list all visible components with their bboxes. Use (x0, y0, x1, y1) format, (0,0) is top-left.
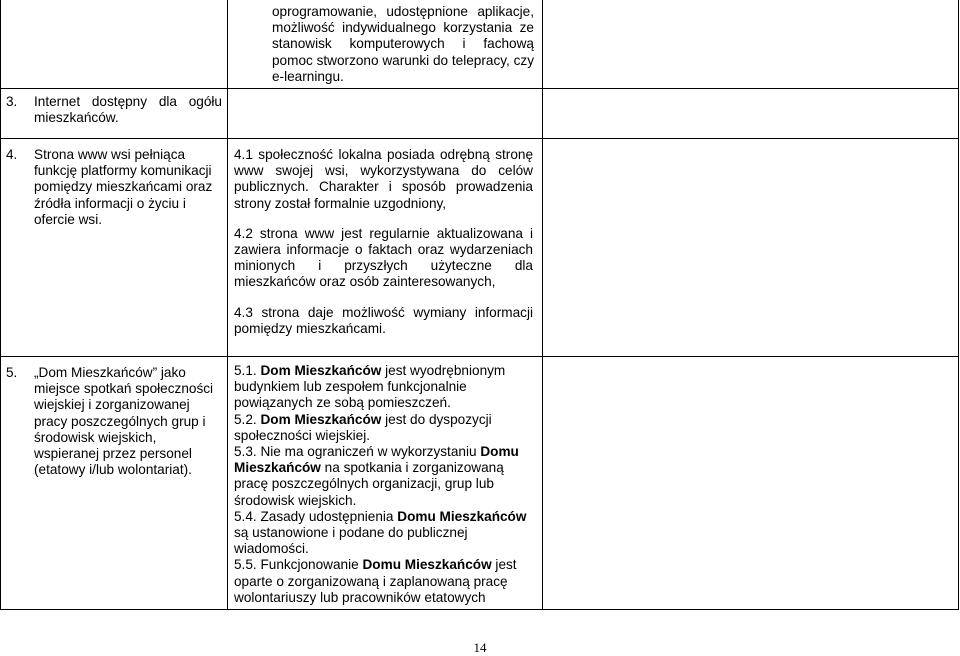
indicator-5-5-bold: Domu Mieszkańców (362, 557, 492, 573)
indicator-5-3-bold: Domu Mieszkańców (234, 444, 519, 476)
criterion-5-number: 5. (6, 365, 18, 380)
indicator-4-3: 4.3 strona daje możliwość wymiany informacji pomiędzy mieszkańcami. (234, 304, 533, 336)
indicator-5-4-text: są ustanowione i podane do publicznej wiadomości. (234, 525, 468, 557)
table-right-border (958, 0, 959, 610)
indicator-5-4-number: 5.4. (234, 508, 257, 524)
criterion-5 (6, 365, 222, 478)
indicator-5-2-text: jest do dyspozycji społeczności wiejskiej. (234, 411, 492, 443)
indicators-4 (234, 147, 533, 337)
criterion-4-number: 4. (6, 147, 18, 162)
indicator-5-3-text: na spotkania i zorganizowaną pracę poszczególnych organizacji, grup lub środowisk wiejskich. (234, 460, 504, 508)
indicator-5-5 (234, 557, 534, 606)
indicator-5-2 (234, 412, 534, 444)
table-col2-border (542, 0, 543, 610)
table-bottom-border (0, 609, 959, 610)
indicator-5-1-text: jest wyodrębnionym budynkiem lub zespołem funkcjonalnie powiązanych ze sobą pomieszczeń. (234, 363, 506, 411)
indicator-5-1 (234, 363, 534, 412)
criterion-3 (6, 94, 222, 126)
indicator-5-2-number: 5.2. (234, 411, 257, 427)
indicator-5-5-text: jest oparte o zorganizowaną i zaplanowaną pracę wolontariuszy lub pracowników etatowych (234, 557, 517, 605)
criterion-3-text: Internet dostępny dla ogółu mieszkańców. (34, 94, 222, 126)
page-number: 14 (473, 640, 487, 655)
top-continuation-text: oprogramowanie, udostępnione aplikacje, możliwość indywidualnego korzystania ze stanowisk komputerowych i fachową pomoc stworzono warunki do telepracy, czy e-learningu. (272, 4, 534, 84)
indicator-5-3-pre: Nie ma ograniczeń w wykorzystaniu (256, 444, 481, 460)
indicators-5 (234, 363, 534, 606)
table-left-border (0, 0, 1, 610)
indicator-5-2-bold: Dom Mieszkańców (260, 411, 382, 427)
indicator-4-2: 4.2 strona www jest regularnie aktualizowana i zawiera informacje o faktach oraz wydarzeniach minionych i przyszłych użyteczne dla mieszkańców oraz osób zainteresowanych, (234, 225, 533, 290)
criterion-4-text: Strona www wsi pełniąca funkcję platformy komunikacji pomiędzy mieszkańcami oraz źródła informacji o życiu i ofercie wsi. (34, 147, 213, 227)
indicator-5-5-number: 5.5. (234, 557, 257, 573)
indicator-5-3 (234, 444, 534, 509)
indicator-5-4-bold: Domu Mieszkańców (397, 508, 527, 524)
indicator-5-5-pre: Funkcjonowanie (256, 557, 363, 573)
indicator-5-3-number: 5.3. (234, 444, 257, 460)
row-divider-4 (0, 138, 959, 139)
criterion-5-text: „Dom Mieszkańców” jako miejsce spotkań społeczności wiejskiej i zorganizowanej pracy poszczególnych grup i środowisk wiejskich, wspieranej przez personel (etatowy i/lub wolontariat). (34, 365, 214, 478)
indicator-5-1-number: 5.1. (234, 363, 257, 378)
row-divider-3 (0, 88, 959, 89)
table-col1-border (227, 0, 228, 610)
row-divider-5 (0, 356, 959, 357)
indicator-5-4-pre: Zasady udostępnienia (256, 508, 398, 524)
indicator-5-1-bold: Dom Mieszkańców (260, 363, 382, 378)
criterion-4 (6, 147, 222, 228)
indicator-5-4 (234, 509, 534, 558)
criterion-3-number: 3. (6, 94, 18, 109)
indicator-4-1: 4.1 społeczność lokalna posiada odrębną stronę www swojej wsi, wykorzystywana do celów publicznych. Charakter i sposób prowadzenia strony został formalnie uzgodniony, (234, 147, 533, 211)
